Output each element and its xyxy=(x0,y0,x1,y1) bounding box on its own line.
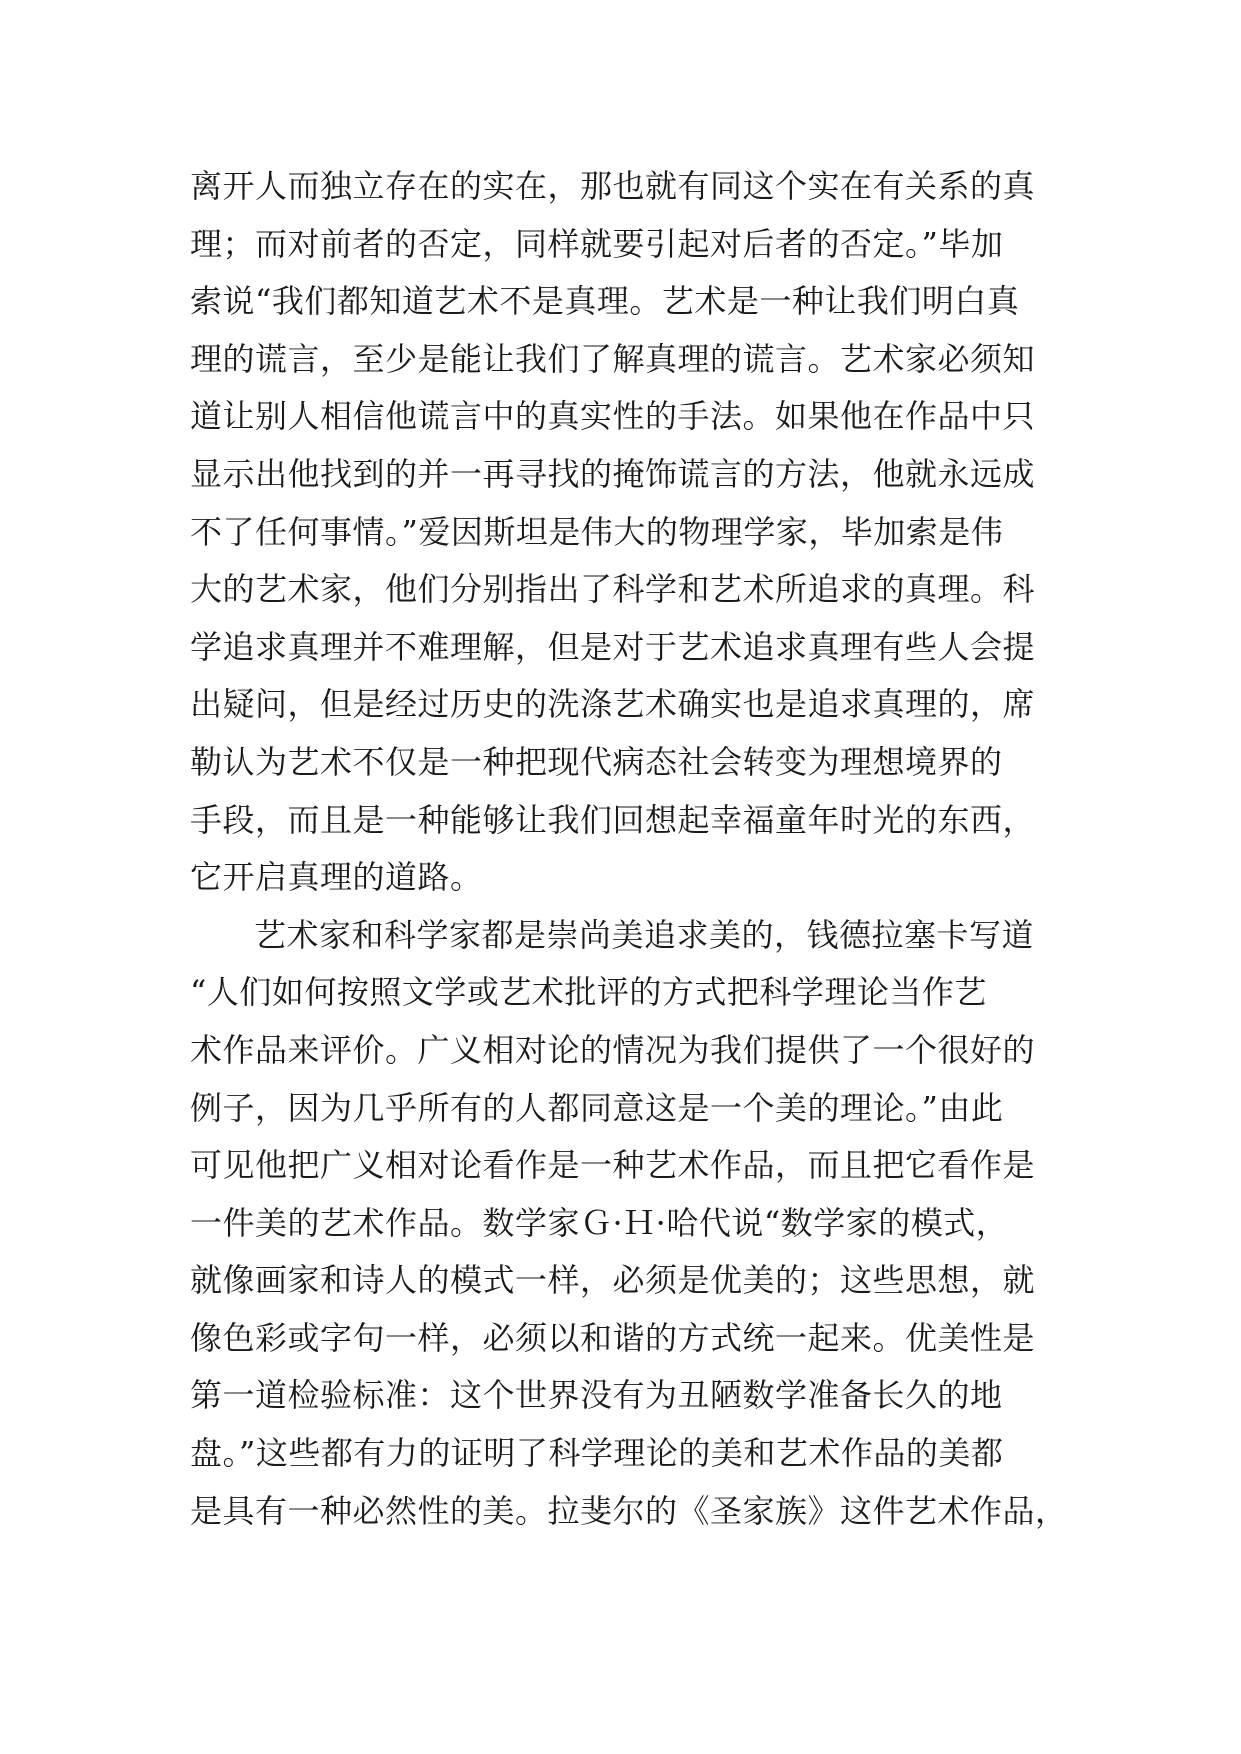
text-line: 显示出他找到的并一再寻找的掩饰谎言的方法，他就永远成 xyxy=(190,454,1036,493)
text-line: 像色彩或字句一样，必须以和谐的方式统一起来。优美性是 xyxy=(190,1318,1036,1357)
text-line: 离开人而独立存在的实在，那也就有同这个实在有关系的真 xyxy=(190,167,1036,205)
text-line: 勒认为艺术不仅是一种把现代病态社会转变为理想境界的 xyxy=(190,742,1003,781)
text-line: “人们如何按照文学或艺术批评的方式把科学理论当作艺 xyxy=(190,973,987,1012)
text-line: 理的谎言，至少是能让我们了解真理的谎言。艺术家必须知 xyxy=(190,339,1036,378)
text-line: 术作品来评价。广义相对论的情况为我们提供了一个很好的 xyxy=(190,1030,1036,1069)
text-line: 盘。”这些都有力的证明了科学理论的美和艺术作品的美都 xyxy=(190,1434,1004,1473)
text-line: 大的艺术家，他们分别指出了科学和艺术所追求的真理。科 xyxy=(190,570,1036,609)
text-line: 一件美的艺术作品。数学家Ｇ·Ｈ·哈代说“数学家的模式， xyxy=(190,1203,1009,1242)
text-line: 就像画家和诗人的模式一样，必须是优美的；这些思想，就 xyxy=(190,1261,1036,1300)
text-line: 不了任何事情。”爱因斯坦是伟大的物理学家，毕加索是伟 xyxy=(190,512,1004,551)
text-line: 索说“我们都知道艺术不是真理。艺术是一种让我们明白真 xyxy=(190,282,1020,321)
paragraph-start-line: 艺术家和科学家都是崇尚美追求美的，钱德拉塞卡写道 xyxy=(254,915,1035,954)
text-line: 是具有一种必然性的美。拉斐尔的《圣家族》这件艺术作品， xyxy=(190,1491,1068,1530)
text-line: 学追求真理并不难理解，但是对于艺术追求真理有些人会提 xyxy=(190,627,1036,666)
text-line: 它开启真理的道路。 xyxy=(190,858,483,897)
text-line: 第一道检验标准：这个世界没有为丑陋数学准备长久的地 xyxy=(190,1376,1003,1415)
body-text xyxy=(190,158,1068,1540)
text-line: 理；而对前者的否定，同样就要引起对后者的否定。”毕加 xyxy=(190,224,1004,263)
text-line: 手段，而且是一种能够让我们回想起幸福童年时光的东西， xyxy=(190,800,1036,839)
text-line: 可见他把广义相对论看作是一种艺术作品，而且把它看作是 xyxy=(190,1146,1036,1185)
text-line: 出疑问，但是经过历史的洗涤艺术确实也是追求真理的，席 xyxy=(190,685,1036,724)
text-line: 道让别人相信他谎言中的真实性的手法。如果他在作品中只 xyxy=(190,397,1036,436)
text-line: 例子，因为几乎所有的人都同意这是一个美的理论。”由此 xyxy=(190,1088,1004,1127)
